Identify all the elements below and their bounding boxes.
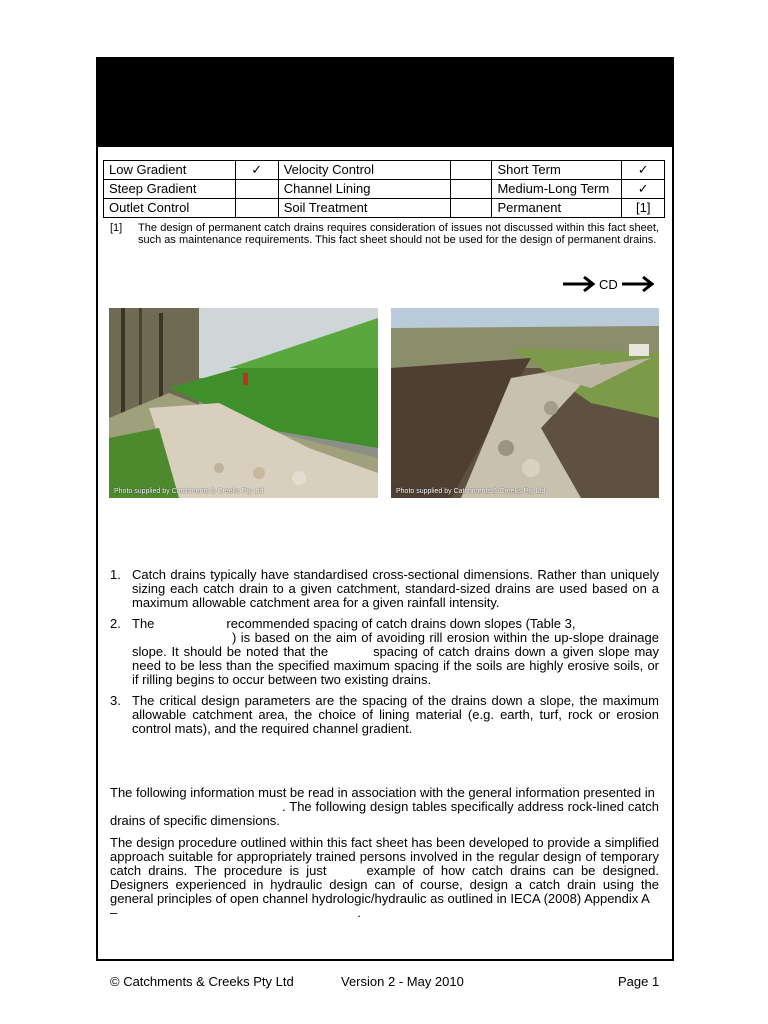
footer-page-number: Page 1 [618, 974, 660, 989]
list-item [110, 617, 659, 687]
photo-credit: Photo supplied by Catchments & Creeks Pty Ltd [396, 488, 546, 495]
photo-image [391, 308, 659, 498]
photo-image [109, 308, 378, 498]
list-text: spacing of catch drains down a given slope may need to be less than the specified maximum spacing if the soils are highly erosive soils, or if rilling begins to occur between two existing drains. [132, 644, 660, 687]
paragraph-text: – [110, 905, 118, 920]
classification-table [103, 160, 665, 218]
footnote [110, 222, 659, 246]
check-cell: ✓ [235, 161, 278, 180]
list-number: 3. [110, 693, 121, 708]
list-text: The [132, 616, 155, 631]
table-cell: Velocity Control [278, 161, 450, 180]
photo-credit: Photo supplied by Catchments & Creeks Pty Ltd [114, 488, 264, 495]
photo-rock-drain [391, 308, 659, 498]
symbol-arrows [562, 274, 655, 294]
list-text: recommended spacing of catch drains down slopes (Table 3, [226, 616, 576, 631]
check-cell: ✓ [622, 180, 665, 199]
paragraph [110, 786, 659, 828]
paragraph [110, 836, 659, 920]
list-text: The critical design parameters are the spacing of the drains down a slope, the maximum allowable catchment area, the choice of lining material (e.g. earth, turf, rock or erosion control mats), and the required channel gradient. [132, 693, 659, 736]
paragraph-text: The design procedure outlined within this fact sheet has been developed to provide a simplified approach suitable for appropriately trained persons involved in the regular design of temporary catch drains. The procedure is just [110, 835, 659, 878]
table-row [104, 199, 665, 218]
table-cell: Low Gradient [104, 161, 236, 180]
list-number: 2. [110, 616, 121, 631]
table-cell: Soil Treatment [278, 199, 450, 218]
table-row [104, 180, 665, 199]
list-text: Catch drains typically have standardised cross-sectional dimensions. Rather than uniquely sizing each catch drain to a given catchment, standard-sized drains are used based on a maximum allowable catchment area for a given rainfall intensity. [132, 567, 659, 610]
table-cell: Permanent [492, 199, 622, 218]
key-points-list [110, 568, 659, 743]
paragraph-text: The following information must be read in association with the general information presented in [110, 785, 655, 800]
list-number: 1. [110, 567, 121, 582]
table-cell: Medium-Long Term [492, 180, 622, 199]
check-cell [235, 180, 278, 199]
check-cell [450, 161, 492, 180]
table-cell: Channel Lining [278, 180, 450, 199]
footer-copyright: © Catchments & Creeks Pty Ltd [110, 974, 294, 989]
right-arrow-icon [621, 276, 655, 292]
paragraph-text: example of how catch drains can be designed. Designers experienced in hydraulic design can of course, design a catch drain using the general principles of open channel hydrologic/hydraulic as outlined in IECA (2008) Appendix A [110, 863, 659, 906]
list-item [110, 694, 659, 736]
list-item [110, 568, 659, 610]
footnote-ref: [1] [110, 222, 123, 234]
check-cell [450, 199, 492, 218]
table-row [104, 161, 665, 180]
photo-grassy-slope [109, 308, 378, 498]
table-cell: Short Term [492, 161, 622, 180]
check-cell [450, 180, 492, 199]
paragraph-text: . [357, 905, 361, 920]
footer-version: Version 2 - May 2010 [341, 974, 464, 989]
check-cell: [1] [622, 199, 665, 218]
symbol-label: CD [599, 276, 618, 292]
footnote-text: The design of permanent catch drains requires consideration of issues not discussed within this fact sheet, such as maintenance requirements. This fact sheet should not be used for the design of permanent drains. [138, 222, 659, 246]
title-banner [96, 57, 672, 147]
paragraph-text: . The following design tables specifically address rock-lined catch drains of specific dimensions. [110, 799, 659, 828]
check-cell [235, 199, 278, 218]
check-cell: ✓ [622, 161, 665, 180]
table-cell: Steep Gradient [104, 180, 236, 199]
list-text: ) is based on the aim of avoiding rill erosion within the up-slope drainage slope. It should be noted that the [132, 630, 659, 659]
table-cell: Outlet Control [104, 199, 236, 218]
right-arrow-icon [562, 276, 596, 292]
